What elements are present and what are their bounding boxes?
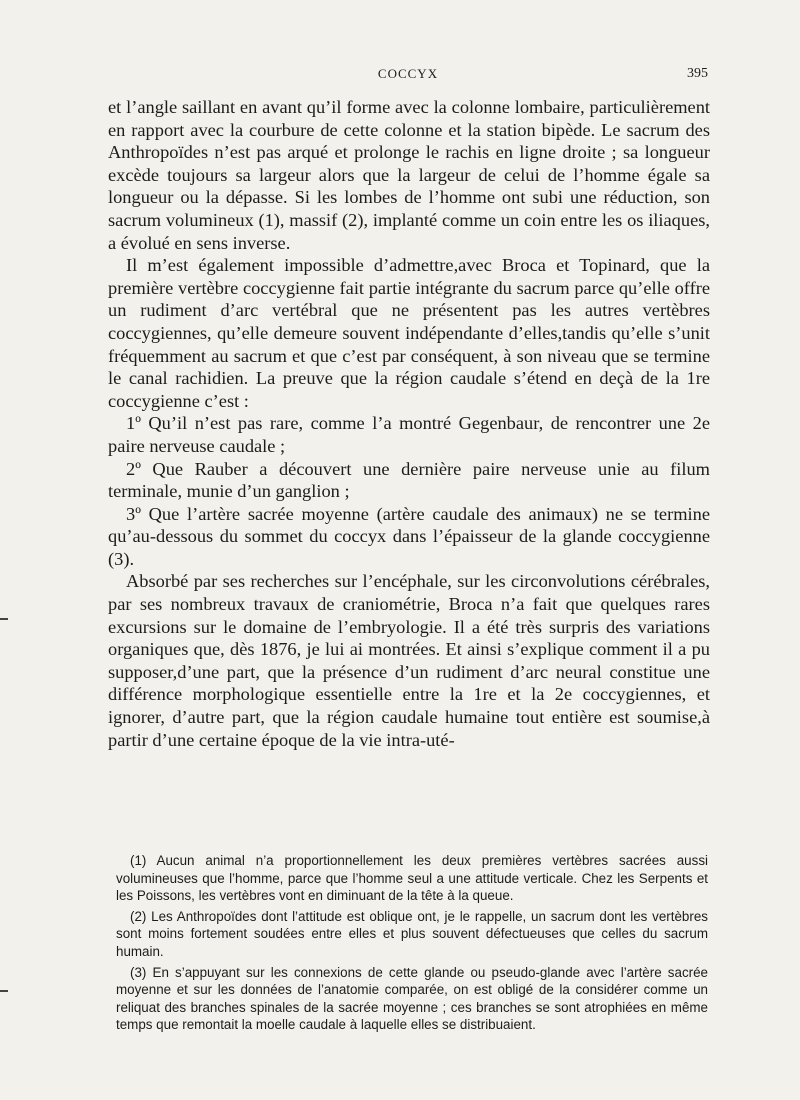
footnote: (3) En s’appuyant sur les connexions de cette glande ou pseudo-glande avec l’artère sacrée moyenne et sur les données de l’anatomie comparée, on est obligé de la considérer comme un reliquat des branches spinales de la sacrée moyenne ; ces branches se sont atrophiées en même temps que remontait la moelle caudale à laquelle elles se distribuaient.	[116, 964, 708, 1033]
paragraph: et l’angle saillant en avant qu’il forme avec la colonne lombaire, particulièrement en rapport avec la courbure de cette colonne et la station bipède. Le sacrum des Anthropoïdes n’est pas arqué et prolonge le rachis en ligne droite ; sa longueur excède toujours sa largeur alors que la largeur de celui de l’homme égale sa longueur ou la dépasse. Si les lombes de l’homme ont subi une réduction, son sacrum volumineux (1), massif (2), implanté comme un coin entre les os iliaques, a évolué en sens inverse.	[108, 97, 710, 253]
footnote: (1) Aucun animal n’a proportionnellement les deux premières vertèbres sacrées aussi volumineuses que l’homme, parce que l’homme seul a une attitude verticale. Chez les Serpents et les Poissons, les vertèbres vont en diminuant de la tête à la queue.	[116, 853, 708, 904]
footnote: (2) Les Anthropoïdes dont l’attitude est oblique ont, je le rappelle, un sacrum dont les vertèbres sont moins fortement soudées entre elles et plus souvent défectueuses que celles du sacrum humain.	[116, 908, 708, 959]
page-number: 395	[687, 66, 708, 81]
paragraph: Absorbé par ses recherches sur l’encéphale, sur les circonvolutions cérébrales, par ses nombreux travaux de craniométrie, Broca n’a fait que quelques rares excursions sur le domaine de l’embryologie. Il a été très surpris des variations organiques que, dès 1876, je lui ai montrées. Et ainsi s’explique comment il a pu supposer,d’une part, que la présence d’un rudiment d’arc neural constitue une différence morphologique essentielle entre la 1re et la 2e coccygiennes, et ignorer, d’autre part, que la région caudale humaine tout entière est soumise,à partir d’une certaine époque de la vie intra-uté-	[108, 571, 710, 750]
margin-mark	[0, 618, 8, 620]
list-item: 2º Que Rauber a découvert une dernière paire nerveuse unie au filum terminale, munie d’un ganglion ;	[108, 458, 710, 502]
running-title: COCCYX	[377, 66, 439, 81]
main-text	[108, 96, 710, 751]
page-header	[108, 66, 708, 90]
paragraph: Il m’est également impossible d’admettre,avec Broca et Topinard, que la première vertèbre coccygienne fait partie intégrante du sacrum parce qu’elle offre un rudiment d’arc vertébral que ne présentent pas les autres vertèbres coccygiennes, qu’elle demeure souvent indépendante d’elles,tandis qu’elle s’unit fréquemment au sacrum et que c’est par conséquent, à son niveau que se termine le canal rachidien. La preuve que la région caudale s’étend en deçà de la 1re coccygienne c’est :	[108, 255, 710, 411]
margin-mark	[0, 990, 8, 992]
list-item: 3º Que l’artère sacrée moyenne (artère caudale des animaux) ne se termine qu’au-dessous du sommet du coccyx dans l’épaisseur de la glande coccygienne (3).	[108, 503, 710, 569]
list-item: 1º Qu’il n’est pas rare, comme l’a montré Gegenbaur, de rencontrer une 2e paire nerveuse caudale ;	[108, 413, 710, 456]
footnotes	[116, 852, 708, 1037]
